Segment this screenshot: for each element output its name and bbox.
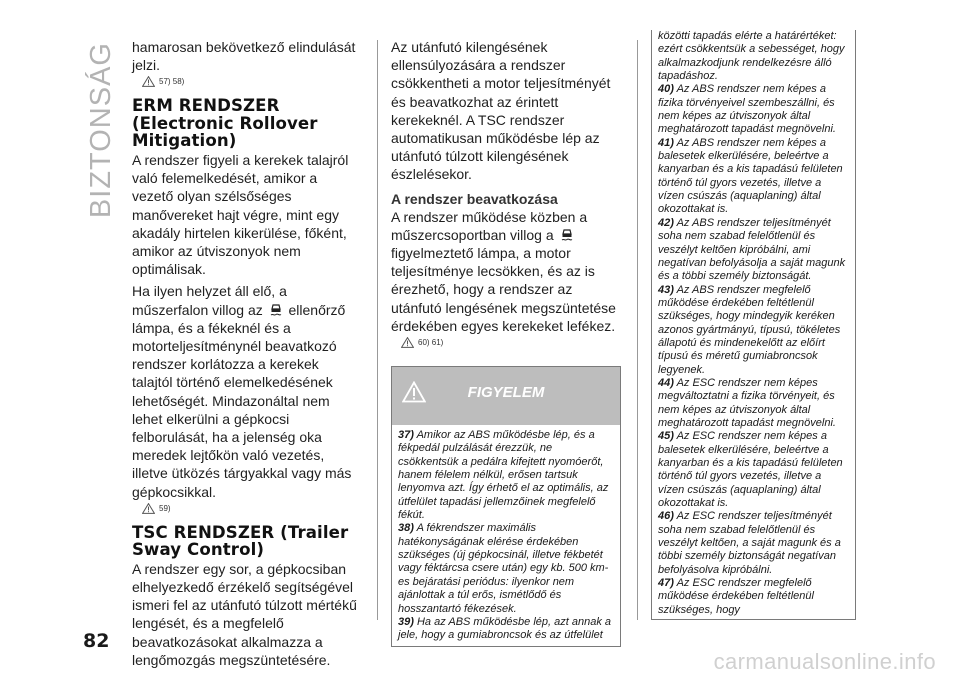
warning-item-number: 44) <box>658 376 674 389</box>
column-divider <box>637 40 638 620</box>
warning-item-text: Az ESC rendszer nem képes megváltoztatni a fizika törvényeit, és nem képes az útviszonyok által meghatározott tapadást megnövelni. <box>658 376 836 429</box>
warning-item-text: Az ABS rendszer teljesítményét soha nem szabad felelőtlenül és veszélyt keltően kipróbálni, ami negatívan befolyásolja a saját magunk és a többi személy biztonságát. <box>658 216 846 283</box>
warning-triangle-icon <box>401 337 414 348</box>
warning-triangle-icon <box>142 76 155 87</box>
intervention-paragraph-end: figyelmeztető lámpa, a motor teljesítménye lecsökken, és az is érezhető, hogy a rendszer az utánfutó lengésének megszüntetése érdekében egyes kerekeket lefékez. <box>391 245 616 334</box>
warning-item-text: Az ABS rendszer nem képes a fizika törvényeivel szembeszállni, és nem képes az útviszonyok által meghatározott tapadást megnövelni. <box>658 83 836 136</box>
warning-item-number: 41) <box>658 136 674 149</box>
page-number: 82 <box>83 630 110 652</box>
intervention-paragraph-start: A rendszer működése közben a műszercsoportban villog a <box>391 208 588 243</box>
warning-item <box>658 284 849 377</box>
warning-item-number: 42) <box>658 216 674 229</box>
erm-paragraph-2-start: Ha ilyen helyzet áll elő, a műszerfalon villog az <box>132 283 287 318</box>
tsc-paragraph: A rendszer egy sor, a gépkocsiban elhelyezkedő érzékelő segítségével ismeri fel az utánfutó túlzott mértékű lengését, és a megfelelő beavatkozásokat alkalmazza a lengőmozgás megszüntetésére. <box>132 560 357 668</box>
tsc-paragraph-2: Az utánfutó kilengésének ellensúlyozására a rendszer csökkentheti a motor teljesítményét és beavatkozhat az érintett kerekeknél. A TSC rendszer automatikusan működésbe lép az utánfutó túlzott kilengésének észlelésekor. <box>391 39 611 183</box>
erm-paragraph: A rendszer figyeli a kerekek talajról való felemelkedését, amikor a vezető olyan szélsőséges manővereket hajt végre, mint egy akadály hirtelen kikerülése, főként, amikor az útviszonyok nem optimálisak. <box>132 151 349 278</box>
note-refs <box>142 503 362 514</box>
note-refs-text: 57) 58) <box>159 77 185 87</box>
erm-paragraph-2-end: ellenőrző lámpa, és a fékeknél és a motorteljesítménynél beavatkozó rendszer korlátozza a kerekek talajtól történő elemelkedésének lehetőségét. Mindazonáltal nem lehet elkerülni a gépkocsi felborulását, ha a jelenség oka meredek lejtőkön való vezetés, illetve ütközés tárgyakkal vagy más gépkocsikkal. <box>132 301 352 500</box>
warning-item-text: Az ESC rendszer megfelelő működése érdekében feltétlenül szükséges, hogy <box>658 577 814 616</box>
tsc-section-title: TSC RENDSZER (Trailer Sway Control) <box>132 522 349 560</box>
warning-item-text: Az ABS rendszer nem képes a balesetek elkerülésére, beleértve a kanyarban és a kis tapadású felületen történő túl gyors vezetés, illetve a vízen csúszás (aquaplaning) által okozottakat is. <box>658 136 843 216</box>
esc-warning-lamp-icon <box>269 303 283 317</box>
warning-item-text: Az ABS rendszer megfelelő működése érdekében feltétlenül szükséges, hogy mindegyik keréken azonos gyártmányú, típusú, tökéletes állapotú és mindenekelőtt az előírt típusú és méretű gumiabroncsok legyenek. <box>658 283 841 376</box>
warning-item <box>658 377 849 430</box>
note-refs-text: 59) <box>159 503 171 513</box>
esc-warning-lamp-icon <box>560 228 574 242</box>
warning-item <box>658 577 849 617</box>
warning-item-number: 43) <box>658 283 674 296</box>
warning-item-text: Az ESC rendszer nem képes a balesetek elkerülésére, beleértve a kanyarban és a kis tapadású felületen történő túl gyors vezetés, illetve a vízen csúszás (aquaplaning) által okozottakat is. <box>658 430 843 510</box>
warning-item <box>398 616 614 643</box>
warning-item-text: Amikor az ABS működésbe lép, és a fékpedál pulzálását érezzük, ne csökkentsük a pedálra kifejtett nyomóerőt, hanem félelem nélkül, erősen tartsuk lenyomva azt. Így érhető el az optimális, az útfelület tapadási jellemzőinek megfelelő fékút. <box>398 429 609 522</box>
warning-item-number: 37) <box>398 429 414 442</box>
warning-triangle-icon <box>142 503 155 514</box>
warning-body <box>392 425 620 646</box>
warning-item-number: 46) <box>658 510 674 523</box>
warning-item <box>398 522 614 615</box>
warning-item-text: A fékrendszer maximális hatékonyságának elérése érdekében szükséges (új gépkocsinál, illetve fékbetét vagy féktárcsa csere után) egy kb. 500 km-es bejáratási periódus: ilyenkor nem ajánlottak a túl erős, ismétlődő és hosszantartó fékezések. <box>398 522 609 615</box>
note-refs <box>401 337 621 348</box>
warning-item <box>658 217 849 284</box>
warning-item-number: 38) <box>398 522 414 535</box>
column-3 <box>651 30 856 620</box>
note-refs <box>142 76 362 87</box>
warning-box <box>391 366 621 647</box>
warning-item-text: Ha az ABS működésbe lép, azt annak a jele, hogy a gumiabroncsok és az útfelület <box>398 615 612 642</box>
warning-item-text: Az ESC rendszer teljesítményét soha nem szabad felelőtlenül és veszélyt keltően, a saját magunk és a többi személy biztonságát negatívan befolyásolva kipróbálni. <box>658 510 841 576</box>
warning-item-number: 40) <box>658 83 674 96</box>
watermark: carmanualsonline.info <box>713 649 936 674</box>
warning-item <box>658 430 849 510</box>
warning-item <box>658 510 849 577</box>
section-side-tab: BIZTONSÁG <box>85 42 117 219</box>
warning-header <box>392 367 620 425</box>
warning-item <box>658 137 849 217</box>
note-refs-text: 60) 61) <box>418 338 444 348</box>
erm-section-title: ERM RENDSZER (Electronic Rollover Mitigation) <box>132 96 318 151</box>
column-divider <box>377 40 378 620</box>
column-2 <box>391 38 621 647</box>
subsection-title: A rendszer beavatkozása <box>391 190 558 207</box>
erm-paragraph-2 <box>132 282 362 500</box>
warning-item-number: 39) <box>398 615 414 628</box>
warning-title: FIGYELEM <box>467 384 545 402</box>
warning-item-number: 45) <box>658 430 674 443</box>
warning-continuation: közötti tapadás elérte a határértéket: ezért csökkentsük a sebességet, hogy alkalmazkodjunk rendelkezésre álló tapadáshoz. <box>658 30 845 83</box>
warning-item <box>658 83 849 136</box>
warning-box-continued <box>651 30 856 620</box>
intervention-paragraph <box>391 208 621 335</box>
column-1 <box>132 38 362 669</box>
warning-item-number: 47) <box>658 577 674 590</box>
warning-item <box>398 429 614 522</box>
intro-text: hamarosan bekövetkező elindulását jelzi. <box>132 39 356 74</box>
